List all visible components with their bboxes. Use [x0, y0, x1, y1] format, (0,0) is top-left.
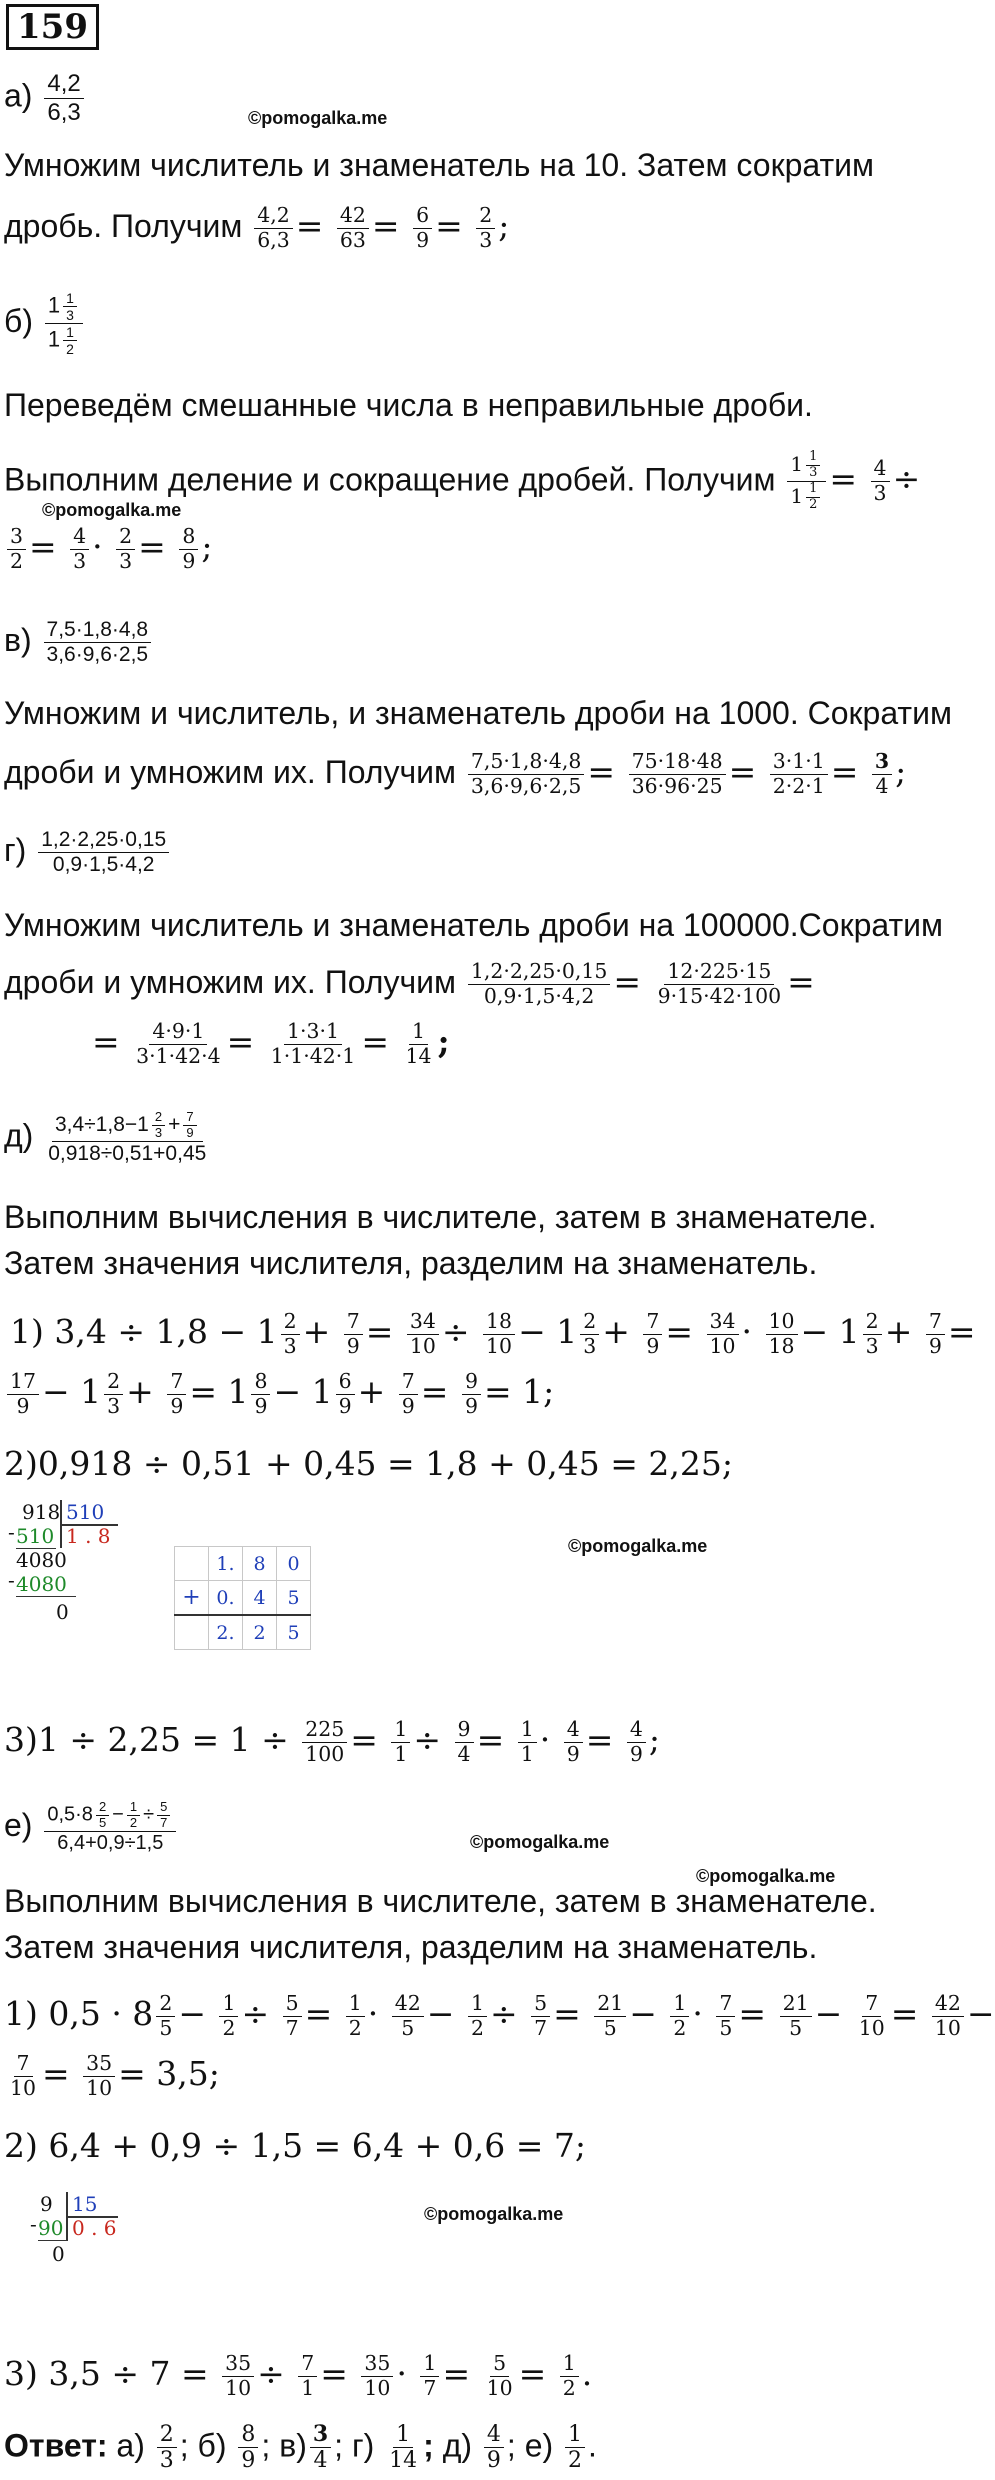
equation: 2)0,918 ÷ 0,51 + 0,45 = 1,8 + 0,45 = 2,25; [4, 1444, 733, 1483]
fraction: 1 $\frac{1}{3}$ 1 $\frac{1}{2}$ [45, 290, 83, 357]
fraction: $\frac{4,2}{6,3}$ [44, 70, 83, 126]
equation: 1 $\frac{1}{3}$ 1 $\frac{1}{2}$ = $\frac{4}{3}$ ÷ [784, 459, 920, 498]
answer-line: Ответ: а) $\frac{2}{3}$ ; б) $\frac{8}{9}$ ; в) $\frac{3}{4}$ ; г) $\frac{1}{14}$ ; д) $\frac{4}{9}$ ; е) $\frac{1}{2}$ . [4, 2421, 597, 2474]
paragraph: дробь. Получим $\frac{4,2}{6,3}$ = $\frac{42}{63}$ = $\frac{6}{9}$ = $\frac{2}{3}$ ; [4, 203, 510, 252]
paragraph: Выполним вычисления в числителе, затем в знаменателе. [4, 1883, 877, 1919]
long-division: 9 15 0 . 6 - 90 0 [30, 2192, 117, 2266]
paragraph: Умножим и числитель, и знаменатель дроби на 1000. Сократим [4, 695, 952, 731]
long-division: 918 510 1 . 8 - 510 4080 - 4080 0 [8, 1500, 118, 1640]
watermark: ©pomogalka.me [42, 500, 182, 520]
watermark: ©pomogalka.me [424, 2204, 564, 2224]
equation: $\frac{7}{10}$ = $\frac{35}{10}$ = 3,5; [10, 2051, 220, 2100]
equation: 1) 0,5 · 8 $\frac{2}{5}$ − $\frac{1}{2}$ ÷ $\frac{5}{7}$ = $\frac{1}{2}$ · $\frac{42}{5}$ − $\frac{1}{2}$ ÷ $\frac{5}{7}$ = $\frac{21}{5}$ − $\frac{1}{2}$ · $\frac{7}{5}$ = $\frac{21}{5}$ − $\frac{7}{10}$ = $\frac{42}{10}$ − [4, 1991, 995, 2040]
paragraph: Умножим числитель и знаменатель на 10. Затем сократим [4, 147, 874, 183]
part-label: а) [4, 77, 33, 114]
equation: 3)1 ÷ 2,25 = 1 ÷ $\frac{225}{100}$ = $\frac{1}{1}$ ÷ $\frac{9}{4}$ = $\frac{1}{1}$ · $\frac{4}{9}$ = $\frac{4}{9}$ ; [4, 1717, 660, 1766]
paragraph: дроби и умножим их. Получим $\frac{1,2\cdot 2,25\cdot 0,15}{0,9\cdot 1,5\cdot 4,2}$ = $\frac{12\cdot 225\cdot 15}{9\cdot 15\cdot 42\cdot 100}$ = [4, 959, 815, 1008]
watermark: ©pomogalka.me [470, 1832, 610, 1852]
answer-label: Ответ: [4, 2427, 108, 2464]
part-e-header: е) 0,5·8 $\frac{2}{5}$ − $\frac{1}{2}$ ÷ $\frac{5}{7}$ 6,4+0,9÷1,5 [4, 1800, 179, 1855]
watermark: ©pomogalka.me [248, 108, 388, 128]
paragraph: Переведём смешанные числа в неправильные дроби. [4, 387, 813, 423]
paragraph: Затем значения числителя, разделим на знаменатель. [4, 1929, 818, 1965]
equation: $\frac{7,5\cdot 1,8\cdot 4,8}{3,6\cdot 9,6\cdot 2,5}$ = $\frac{75\cdot 18\cdot 48}{36\cdot 96\cdot 25}$ = $\frac{3\cdot 1\cdot 1}{2\cdot 2\cdot 1}$ = $\frac{3}{4}$ ; [465, 752, 906, 791]
equation: $\frac{4,2}{6,3}$ = $\frac{42}{63}$ = $\frac{6}{9}$ = $\frac{2}{3}$ ; [251, 206, 509, 245]
watermark: ©pomogalka.me [568, 1536, 708, 1556]
paragraph: Умножим числитель и знаменатель дроби на 100000.Сократим [4, 907, 943, 943]
equation: $\frac{3}{2}$ = $\frac{4}{3}$ · $\frac{2}{3}$ = $\frac{8}{9}$ ; [4, 525, 212, 573]
equation: 2) 6,4 + 0,9 ÷ 1,5 = 6,4 + 0,6 = 7; [4, 2126, 587, 2165]
watermark: ©pomogalka.me [696, 1866, 836, 1886]
paragraph: дроби и умножим их. Получим $\frac{7,5\cdot 1,8\cdot 4,8}{3,6\cdot 9,6\cdot 2,5}$ = $\frac{75\cdot 18\cdot 48}{36\cdot 96\cdot 25}$ = $\frac{3\cdot 1\cdot 1}{2\cdot 2\cdot 1}$ = $\frac{3}{4}$ ; [4, 749, 907, 798]
part-g-header: г) $\frac{1,2\cdot 2,25\cdot 0,15}{0,9\cdot 1,5\cdot 4,2}$ [4, 828, 172, 877]
part-b-header: б) 1 $\frac{1}{3}$ 1 $\frac{1}{2}$ [4, 290, 86, 357]
equation: 1) 3,4 ÷ 1,8 − 1 $\frac{2}{3}$ + $\frac{7}{9}$ = $\frac{34}{10}$ ÷ $\frac{18}{10}$ − 1 $\frac{2}{3}$ + $\frac{7}{9}$ = $\frac{34}{10}$ · $\frac{10}{18}$ − 1 $\frac{2}{3}$ + $\frac{7}{9}$ = [10, 1309, 976, 1358]
equation: = $\frac{4\cdot 9\cdot 1}{3\cdot 1\cdot 42\cdot 4}$ = $\frac{1\cdot 3\cdot 1}{1\cdot 1\cdot 42\cdot 1}$ = $\frac{1}{14}$ ; [92, 1019, 450, 1068]
task-number: 159 [6, 4, 99, 50]
part-d-header: д) 3,4÷1,8−1 $\frac{2}{3}$ + $\frac{7}{9}$ 0,918÷0,51+0,45 [4, 1109, 207, 1165]
equation: $\frac{17}{9}$ − 1 $\frac{2}{3}$ + $\frac{7}{9}$ = 1 $\frac{8}{9}$ − 1 $\frac{6}{9}$ + $\frac{7}{9}$ = $\frac{9}{9}$ = 1; [4, 1370, 554, 1418]
column-addition: 1. 8 0 + 0. 4 5 2. 2 5 [174, 1546, 311, 1650]
paragraph: Выполним деление и сокращение дробей. Получим 1 $\frac{1}{3}$ 1 $\frac{1}{2}$ = $\frac{4}{3}$ ÷ [4, 449, 921, 512]
part-a-header [4, 70, 87, 126]
paragraph: Выполним вычисления в числителе, затем в знаменателе. [4, 1199, 877, 1235]
paragraph: Затем значения числителя, разделим на знаменатель. [4, 1245, 818, 1281]
equation: $\frac{1,2\cdot 2,25\cdot 0,15}{0,9\cdot 1,5\cdot 4,2}$ = $\frac{12\cdot 225\cdot 15}{9\cdot 15\cdot 42\cdot 100}$ = [465, 962, 815, 1001]
equation: 3) 3,5 ÷ 7 = $\frac{35}{10}$ ÷ $\frac{7}{1}$ = $\frac{35}{10}$ · $\frac{1}{7}$ = $\frac{5}{10}$ = $\frac{1}{2}$ . [4, 2351, 593, 2400]
part-v-header: в) $\frac{7,5\cdot 1,8\cdot 4,8}{3,6\cdot 9,6\cdot 2,5}$ [4, 618, 154, 667]
